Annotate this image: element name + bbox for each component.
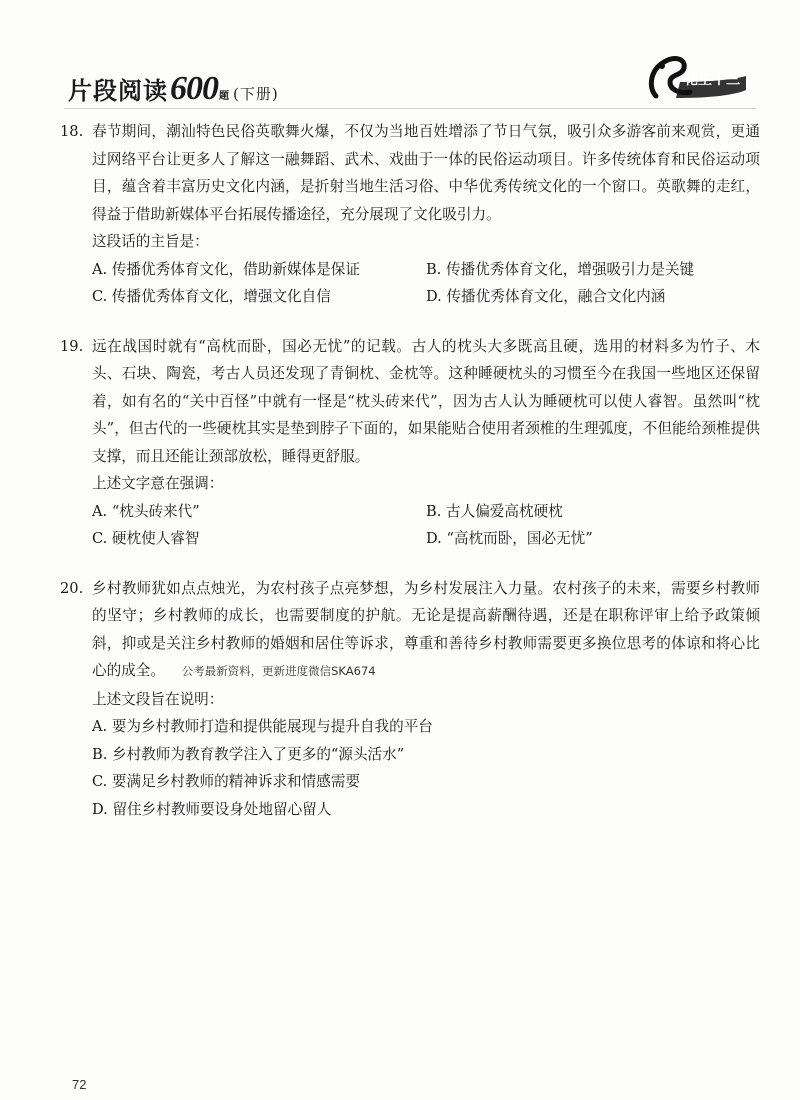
book-title	[68, 70, 279, 108]
option-d: D. 留住乡村教师要设身处地留心留人	[92, 800, 332, 818]
question-number: 18.	[60, 123, 84, 140]
option-c: C. 要满足乡村教师的精神诉求和情感需要	[92, 773, 361, 790]
page-header	[0, 0, 800, 110]
question-text: 乡村教师犹如点点烛光，为农村孩子点亮梦想，为乡村发展注入力量。农村孩子的未来，需要乡村教师的坚守；乡村教师的成长，也需要制度的护航。无论是提高薪酬待遇，还是在职称评审上给予政策倾斜，抑或是关注乡村教师的婚姻和居住等诉求，尊重和善待乡村教师需要更多换位思考的体谅和将心比心的成全。	[92, 579, 760, 679]
question-stem	[60, 118, 760, 228]
option-b: B. 古人偏爱高枕硬枕	[426, 502, 563, 520]
book-title-number: 600	[170, 70, 218, 107]
question-number: 19.	[60, 337, 84, 355]
option-d: D. 传播优秀体育文化，融合文化内涵	[426, 288, 666, 305]
option-b: B. 乡村教师为教育教学注入了更多的“源头活水”	[92, 745, 405, 763]
question-text: 春节期间，潮汕特色民俗英歌舞火爆，不仅为当地百姓增添了节日气氛，吸引众多游客前来观赏，更通过网络平台让更多人了解这一融舞蹈、武术、戏曲于一体的民俗运动项目。许多传统体育和民俗运动项目，蕴含着丰富历史文化内涵，是折射当地生活习俗、中华优秀传统文化的一个窗口。英歌舞的走红，得益于借助新媒体平台拓展传播途径，充分展现了文化吸引力。	[92, 123, 760, 223]
question-list	[60, 118, 760, 845]
question-20	[60, 575, 760, 824]
page-number: 72	[72, 1077, 87, 1092]
option-c: C. 硬枕使人睿智	[92, 530, 200, 547]
options	[60, 498, 760, 553]
book-title-main: 片段阅读	[68, 76, 168, 105]
option-a: A. 传播优秀体育文化，借助新媒体是保证	[92, 260, 360, 278]
options	[60, 713, 760, 823]
options	[60, 256, 760, 311]
book-title-suffix: 题	[219, 91, 230, 102]
question-text: 远在战国时就有“高枕而卧，国必无忧”的记载。古人的枕头大多既高且硬，选用的材料多为竹子、木头、石块、陶瓷，考古人员还发现了青铜枕、金枕等。这种睡硬枕头的习惯至今在我国一些地区还保留着，如有名的“关中百怪”中就有一怪是“枕头砖来代”，因为古人认为睡硬枕可以使人睿智。虽然叫“枕头”，但古代的一些硬枕其实是垫到脖子下面的，如果能贴合使用者颈椎的生理弧度，不但能给颈椎提供支撑，而且还能让颈部放松，睡得更舒服。	[92, 337, 760, 465]
question-prompt: 上述文段旨在说明：	[92, 690, 224, 708]
option-d: D. “高枕而卧，国必无忧”	[426, 530, 593, 547]
option-b: B. 传播优秀体育文化，增强吸引力是关键	[426, 260, 695, 278]
watermark-text: 公考最新资料，更新进度微信SKA674	[181, 664, 376, 678]
question-number: 20.	[60, 579, 84, 597]
question-stem	[60, 575, 760, 686]
option-a: A. 要为乡村教师打造和提供能展现与提升自我的平台	[92, 718, 433, 735]
question-prompt: 上述文字意在强调：	[92, 475, 224, 492]
brand-text: 花生十三	[684, 72, 740, 88]
option-a: A. “枕头砖来代”	[92, 502, 200, 520]
header-divider	[64, 108, 756, 109]
question-stem	[60, 333, 760, 471]
brand-logo	[646, 52, 750, 104]
option-c: C. 传播优秀体育文化，增强文化自信	[92, 288, 331, 305]
question-prompt: 这段话的主旨是：	[92, 233, 209, 250]
question-18	[60, 118, 760, 311]
question-19	[60, 333, 760, 553]
book-title-volume: (下册)	[233, 85, 279, 103]
